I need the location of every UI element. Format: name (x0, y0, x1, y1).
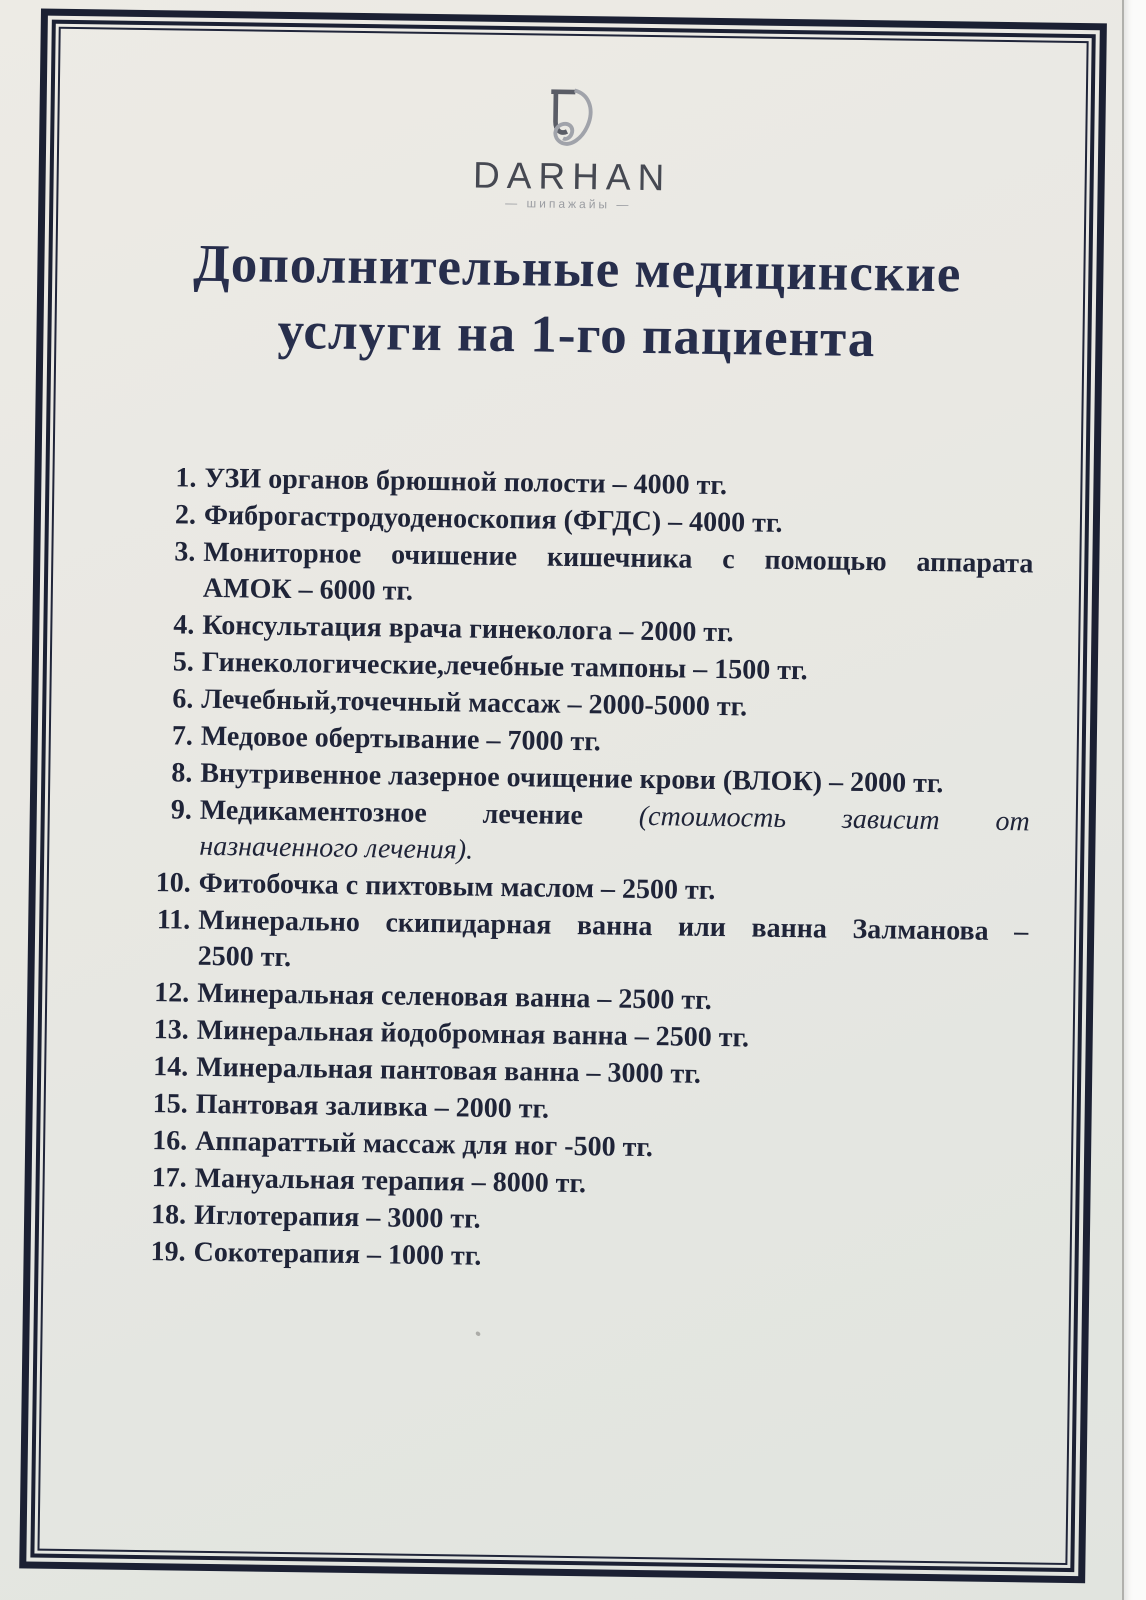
item-number: 9. (170, 794, 193, 826)
page-title-line2: услуги на 1-го пациента (277, 301, 876, 369)
list-item (155, 534, 1034, 618)
item-number: 10. (155, 867, 192, 899)
item-number: 8. (171, 757, 193, 789)
item-text: Минеральная селеновая ванна – 2500 тг. (197, 977, 712, 1016)
item-text: Мануальная терапия – 8000 тг. (194, 1162, 587, 1200)
item-text: Фитобочка с пихтовым маслом – 2500 тг. (198, 867, 716, 906)
list-item (150, 902, 1029, 986)
item-number: 12. (154, 977, 190, 1009)
page-title-line1: Дополнительные медицинские (192, 234, 962, 304)
list-item (151, 792, 1030, 876)
item-text: УЗИ органов брюшной полости – 4000 тг. (204, 462, 728, 502)
page-title (76, 229, 1078, 375)
item-text: Консультация врача гинеколога – 2000 тг. (202, 609, 734, 649)
item-text-line1: Минерально скипидарная ванна или ванна Залманова – (198, 904, 1029, 948)
item-text-line2: АМОК – 6000 тг. (202, 572, 414, 607)
item-number: 1. (175, 462, 197, 494)
item-number: 19. (150, 1236, 186, 1268)
item-number: 17. (151, 1162, 187, 1194)
item-number: 16. (151, 1125, 188, 1157)
item-text-line2: 2500 тг. (197, 940, 292, 974)
item-number: 3. (174, 536, 196, 568)
item-number: 15. (152, 1088, 188, 1120)
item-text: Иглотерапия – 3000 тг. (193, 1199, 481, 1235)
item-number: 4. (173, 609, 195, 641)
item-text-italic: (стоимость зависит от (638, 800, 1030, 838)
brand-tagline: — шипажайы — (505, 195, 632, 212)
item-number: 18. (150, 1199, 187, 1231)
item-text: Медовое обертывание – 7000 тг. (200, 720, 601, 758)
item-text-bold: Медикаментозное лечение (199, 794, 584, 832)
item-text: Лечебный,точечный массаж – 2000-5000 тг. (201, 683, 748, 723)
item-text: Аппараттый массаж для ног -500 тг. (194, 1125, 654, 1164)
darhan-monogram-icon (538, 83, 601, 156)
item-text: Минеральная пантовая ванна – 3000 тг. (196, 1051, 702, 1090)
item-number: 2. (174, 499, 197, 531)
item-number: 7. (171, 720, 194, 752)
item-number: 14. (153, 1051, 189, 1083)
item-text: Минеральная йодобромная ванна – 2500 тг. (196, 1014, 750, 1054)
item-text-line2: назначенного лечения). (199, 830, 474, 866)
item-number: 6. (172, 683, 194, 715)
brand-name: DARHAN (472, 154, 672, 199)
item-text: Фиброгастродуоденоскопия (ФГДС) – 4000 тг. (203, 499, 783, 539)
item-text: Внутривенное лазерное очищение крови (ВЛОК) – 2000 тг. (200, 757, 944, 800)
item-text: Пантовая заливка – 2000 тг. (195, 1088, 550, 1125)
item-number: 13. (153, 1014, 189, 1046)
item-number: 11. (156, 904, 191, 936)
clinic-logo (8, 76, 1130, 219)
services-list (145, 460, 1034, 1283)
item-text: Сокотерапия – 1000 тг. (193, 1236, 482, 1272)
item-text-line1: Мониторное очишение кишечника с помощью аппарата (203, 536, 1034, 580)
item-text: Гинекологические,лечебные тампоны – 1500 тг. (201, 646, 808, 687)
item-number: 5. (172, 646, 195, 678)
